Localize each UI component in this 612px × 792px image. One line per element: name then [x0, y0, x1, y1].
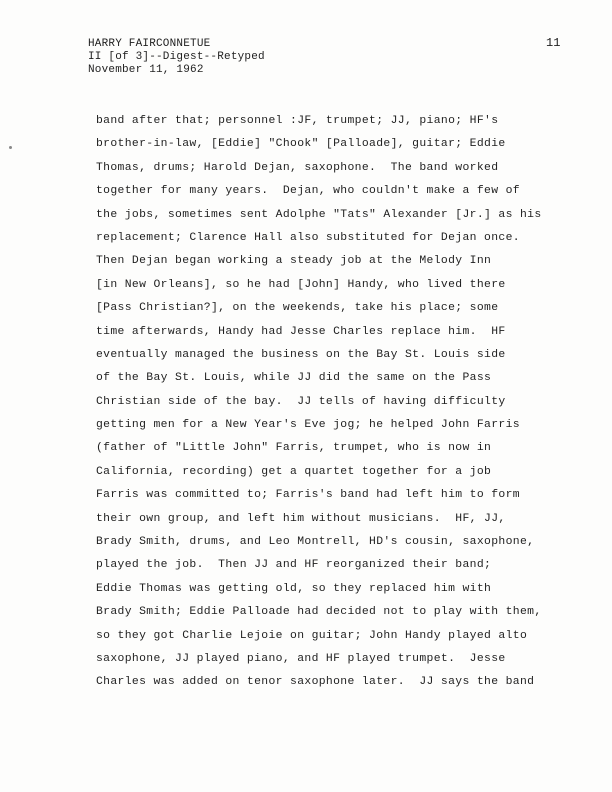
body-line: brother-in-law, [Eddie] "Chook" [Palloade], guitar; Eddie [96, 138, 506, 151]
body-line: Brady Smith; Eddie Palloade had decided not to play with them, [96, 606, 542, 619]
body-line: the jobs, sometimes sent Adolphe "Tats" Alexander [Jr.] as his [96, 208, 542, 221]
body-line: [Pass Christian?], on the weekends, take his place; some [96, 302, 499, 315]
body-line: Charles was added on tenor saxophone later. JJ says the band [96, 676, 535, 689]
body-line: replacement; Clarence Hall also substituted for Dejan once. [96, 231, 520, 244]
body-line: Eddie Thomas was getting old, so they replaced him with [96, 582, 492, 595]
body-line: together for many years. Dejan, who couldn't make a few of [96, 185, 520, 198]
body-line: time afterwards, Handy had Jesse Charles replace him. HF [96, 325, 506, 338]
body-line: Farris was committed to; Farris's band had left him to form [96, 489, 520, 502]
body-line: eventually managed the business on the Bay St. Louis side [96, 348, 506, 361]
body-line: so they got Charlie Lejoie on guitar; John Handy played alto [96, 629, 528, 642]
body-line: band after that; personnel :JF, trumpet; JJ, piano; HF's [96, 115, 499, 127]
margin-speck [9, 146, 12, 149]
header-date: November 11, 1962 [88, 64, 204, 76]
body-line: Thomas, drums; Harold Dejan, saxophone. The band worked [96, 161, 499, 174]
body-line: California, recording) get a quartet together for a job [96, 465, 492, 478]
body-line: getting men for a New Year's Eve jog; he helped John Farris [96, 419, 520, 432]
digest-body [96, 110, 566, 695]
header-name: HARRY FAIRCONNETUE [88, 38, 211, 50]
body-line: saxophone, JJ played piano, and HF played trumpet. Jesse [96, 652, 506, 665]
body-line: their own group, and left him without musicians. HF, JJ, [96, 512, 506, 525]
page-number: 11 [546, 36, 561, 50]
body-line: of the Bay St. Louis, while JJ did the same on the Pass [96, 372, 492, 385]
body-line: Brady Smith, drums, and Leo Montrell, HD's cousin, saxophone, [96, 536, 535, 549]
header-part: II [of 3]--Digest--Retyped [88, 51, 265, 63]
body-line: Christian side of the bay. JJ tells of having difficulty [96, 395, 506, 408]
body-line: (father of "Little John" Farris, trumpet, who is now in [96, 442, 492, 455]
document-header [88, 38, 265, 77]
body-line: played the job. Then JJ and HF reorganized their band; [96, 559, 492, 572]
body-line: [in New Orleans], so he had [John] Handy, who lived there [96, 278, 506, 291]
body-line: Then Dejan began working a steady job at the Melody Inn [96, 255, 492, 268]
